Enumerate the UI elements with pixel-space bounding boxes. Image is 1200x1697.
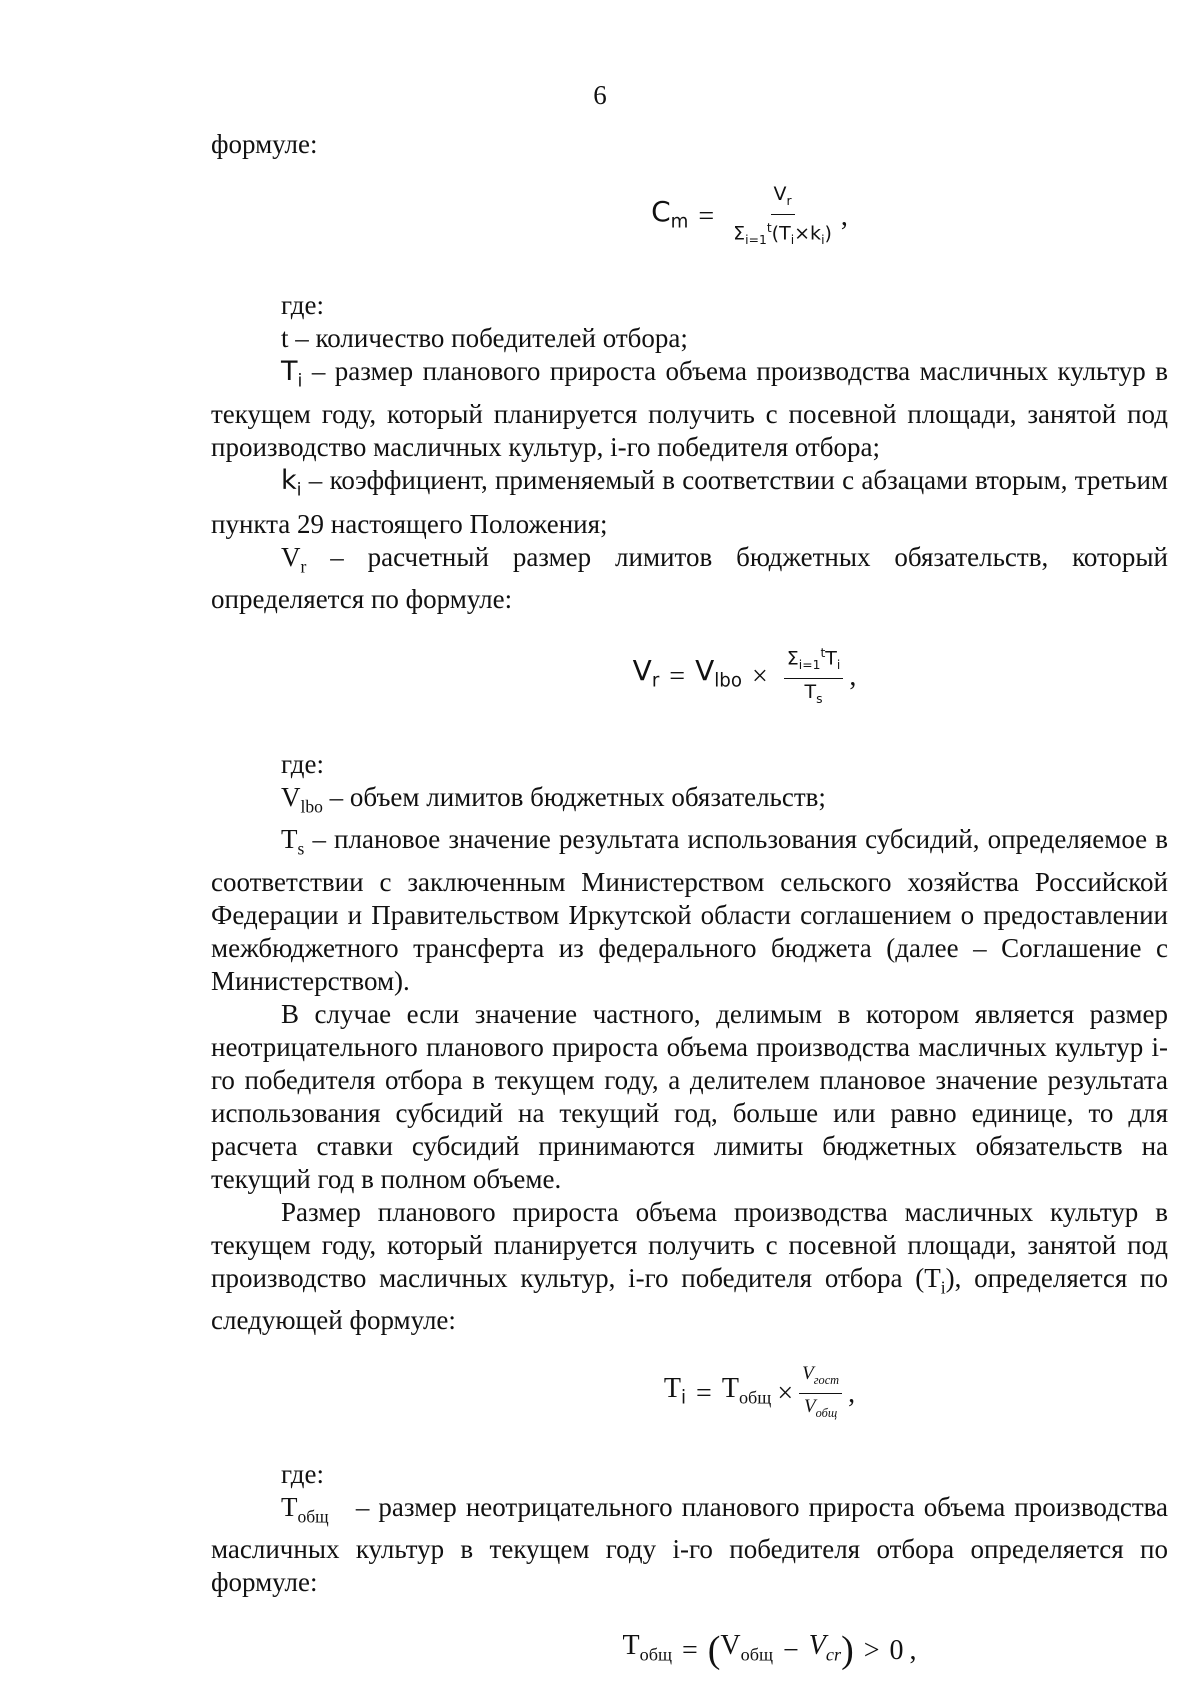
symbol-vlbo: $V_{lbo}$ <box>281 782 323 817</box>
symbol-tobsh: $T_{общ}$ <box>281 1491 329 1527</box>
fraction-numerator: $\Sigma_{i=1}^tT_i$ <box>784 642 844 679</box>
times-sign: × <box>751 660 768 692</box>
where-label-2: где: <box>281 749 324 780</box>
fraction-numerator: $V_{гост}$ <box>799 1363 842 1394</box>
document-body <box>211 128 1168 1672</box>
where-label-1: где: <box>281 289 324 320</box>
definition-tobsh: $T_{общ}$ – размер неотрицательного планового прироста объема производства масличных культур в текущем году i-го победителя отбора определяется по формуле: <box>211 1491 1169 1598</box>
formula-ti-fraction <box>799 1363 842 1424</box>
paragraph-case: В случае если значение частного, делимым в котором является размер неотрицательного планового прироста объема производства масличных культур i-го победителя отбора в текущем году, а делителем плановое значение результата использования субсидий на текущий год, больше или равно единице, то для расчета ставки субсидий принимаются лимиты бюджетных обязательств на текущий год в полном объеме. <box>211 998 1168 1194</box>
definition-ki: $k_i$ – коэффициент, применяемый в соответствии с абзацами вторым, третьим пункта 29 настоящего Положения; <box>211 465 1168 539</box>
equals-sign: = <box>669 660 686 692</box>
definition-vlbo: $V_{lbo}$ – объем лимитов бюджетных обязательств; <box>281 782 826 817</box>
formula-tobsh-lhs: $T_{общ}$ <box>622 1630 672 1665</box>
formula-cm-fraction <box>730 183 835 251</box>
right-paren: ) <box>841 1629 854 1672</box>
formula-comma: , <box>840 201 848 233</box>
left-paren: ( <box>707 1629 721 1672</box>
symbol-ts: $T_s$ <box>281 824 305 859</box>
formula-tobsh-vcr: $V_{cr}$ <box>808 1630 842 1665</box>
formula-vr-fraction <box>784 642 844 710</box>
times-sign: × <box>777 1377 794 1409</box>
page-number: 6 <box>593 80 607 110</box>
where-label-3: где: <box>281 1458 324 1489</box>
zero-value: 0 <box>889 1634 904 1666</box>
formula-cm <box>211 183 1168 251</box>
fraction-denominator: $\Sigma_{i=1}^t(T_i\times k_i)$ <box>733 220 832 247</box>
definition-t: t – количество победителей отбора; <box>281 322 688 353</box>
symbol-ki: $k_i$ <box>281 465 302 501</box>
equals-sign: = <box>698 201 715 233</box>
equals-sign: = <box>696 1377 712 1409</box>
fraction-denominator: $V_{общ}$ <box>804 1395 838 1420</box>
formula-cm-lhs: $C_m$ <box>651 195 689 233</box>
formula-vr <box>211 642 1168 710</box>
definition-ti: $T_i$ – размер планового прироста объема производства масличных культур в текущем году, который планируется получить с посевной площади, занятой под производство масличных культур, i-го победителя отбора; <box>211 355 1168 463</box>
formula-tobsh-vobsh: $V_{общ}$ <box>720 1630 773 1665</box>
formula-tobsh <box>211 1629 1168 1672</box>
intro-line: формуле: <box>211 129 318 159</box>
formula-comma: , <box>848 1377 856 1409</box>
formula-ti-lhs: $T_i$ <box>663 1373 687 1409</box>
symbol-vr: $V_r$ <box>281 541 307 577</box>
definition-ts: $T_s$ – плановое значение результата использования субсидий, определяемое в соответствии с заключенным Министерством сельского хозяйства Российской Федерации и Правительством Иркутской области соглашением о предоставлении межбюджетного трансферта из федерального бюджета (далее – Соглашение с Министерством). <box>211 824 1169 996</box>
minus-sign: − <box>783 1634 799 1666</box>
greater-than-sign: > <box>863 1634 880 1666</box>
formula-comma: , <box>909 1634 917 1666</box>
definition-vr: $V_r$ – расчетный размер лимитов бюджетных обязательств, который определяется по формуле: <box>211 541 1168 615</box>
fraction-denominator: $T_s$ <box>804 681 823 707</box>
formula-vr-lhs: $V_r$ <box>632 654 660 692</box>
formula-ti-tobsh: $T_{общ}$ <box>721 1373 772 1408</box>
paragraph-size: Размер планового прироста объема производства масличных культур в текущем году, который планируется получить с посевной площади, занятой под производство масличных культур, i-го победителя отбора $(T_i)$, определяется по следующей формуле: <box>211 1196 1168 1336</box>
formula-ti <box>211 1363 1168 1424</box>
symbol-ti: $T_i$ <box>281 355 303 392</box>
formula-vr-vlbo: $V_{lbo}$ <box>695 654 742 692</box>
formula-comma: , <box>849 660 857 692</box>
fraction-numerator: $V_r$ <box>771 183 795 215</box>
equals-sign: = <box>681 1634 698 1666</box>
